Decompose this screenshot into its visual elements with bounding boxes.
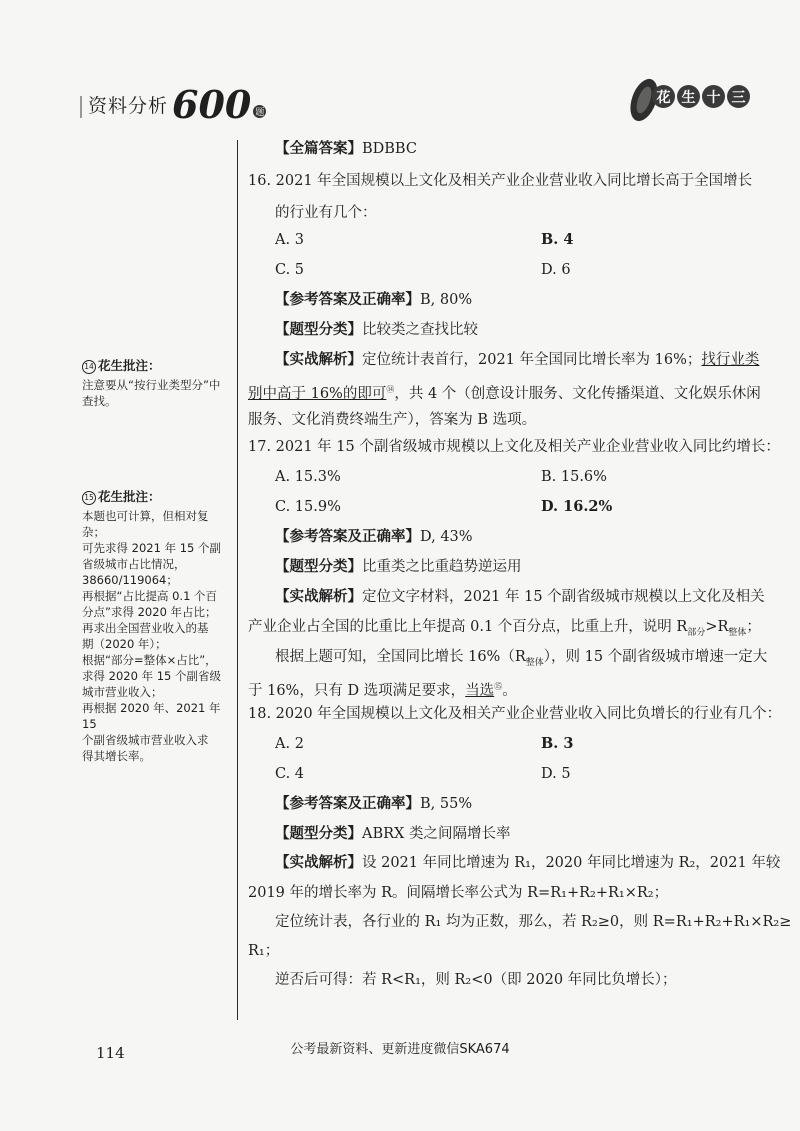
side-note-line: 38660/119064；: [82, 573, 178, 587]
q17-analysis-line1: 【实战解析】定位文字材料，2021 年 15 个副省级城市规模以上文化及相关: [275, 588, 765, 605]
note-number: 14: [82, 360, 96, 374]
q16-option-a: A. 3: [275, 232, 304, 248]
side-note-line: 再根据 2020 年、2021 年 15: [82, 701, 221, 731]
side-note-15: [82, 489, 230, 764]
side-note-line: 本题也可计算，但相对复杂；: [82, 509, 209, 539]
q16-stem: 16. 2021 年全国规模以上文化及相关产业企业营业收入同比增长高于全国增长: [248, 173, 753, 189]
book-title: 资料分析: [88, 95, 169, 117]
q18-analysis-line1: 【实战解析】设 2021 年同比增速为 R₁，2020 年同比增速为 R₂，2021 年较: [275, 854, 781, 871]
q17-answer: 【参考答案及正确率】D, 43%: [275, 528, 473, 545]
side-note-line: 再根据“占比提高 0.1 个百: [82, 589, 218, 603]
side-note-14: [82, 358, 230, 409]
q16-stem-cont: 的行业有几个：: [275, 205, 377, 221]
header-divider: [80, 96, 82, 118]
q18-analysis-line2: 2019 年的增长率为 R。间隔增长率公式为 R=R₁+R₂+R₁×R₂；: [248, 885, 669, 901]
side-note-line: 再求出全国营业收入的基: [82, 621, 209, 635]
side-note-line: 求得 2020 年 15 个副省级: [82, 669, 222, 683]
q16-analysis-line2: 别中高于 16%的即可⑭，共 4 个（创意设计服务、文化传播渠道、文化娱乐休闲: [248, 385, 761, 402]
q17-analysis-line3: 根据上题可知，全国同比增长 $16\%(R_{整体})$，则 15 个副省级城市增速一定大: [275, 649, 768, 668]
q17-stem: 17. 2021 年 15 个副省级城市规模以上文化及相关产业企业营业收入同比约增长：: [248, 439, 780, 455]
side-note-line: 分点”求得 2020 年占比；: [82, 605, 217, 619]
q17-option-d: D. 16.2%: [541, 498, 613, 515]
q16-option-d: D. 6: [541, 262, 571, 278]
q18-option-c: C. 4: [275, 766, 305, 782]
q17-option-c: C. 15.9%: [275, 499, 341, 515]
side-note-text: 注意要从“按行业类型分”中查找。: [82, 378, 221, 408]
all-answers: 【全篇答案】BDBBC: [275, 140, 417, 157]
side-note-title: 15 花生批注：: [82, 489, 230, 505]
q18-option-b: B. 3: [541, 735, 574, 752]
q17-analysis-line4: 于 16%，只有 D 选项满足要求，当选⑮。: [248, 682, 517, 699]
brand-name: [652, 85, 750, 108]
q18-option-a: A. 2: [275, 736, 304, 752]
q18-stem: 18. 2020 年全国规模以上文化及相关产业企业营业收入同比负增长的行业有几个：: [248, 706, 782, 722]
q17-analysis-line2: 产业企业占全国的比重比上年提高 0.1 个百分点，比重上升，说明 $R_{部分}>R_{整体}$；: [248, 619, 761, 638]
footer-note: 公考最新资料、更新进度微信SKA674: [290, 1042, 510, 1057]
q18-analysis-line4: R₁；: [248, 943, 280, 959]
q17-type: 【题型分类】比重类之比重趋势逆运用: [275, 558, 522, 575]
book-number: 600: [172, 82, 252, 127]
brand-char: 十: [702, 85, 725, 108]
page-number: 114: [96, 1044, 125, 1062]
q17-option-b: B. 15.6%: [541, 469, 607, 485]
brand-logo: [622, 72, 762, 128]
brand-char: 生: [677, 85, 700, 108]
book-header: [80, 82, 266, 127]
q17-option-a: A. 15.3%: [275, 469, 341, 485]
q16-analysis-line3: 服务、文化消费终端生产），答案为 B 选项。: [248, 412, 537, 428]
q18-type: 【题型分类】ABRX 类之间隔增长率: [275, 825, 511, 842]
q18-option-d: D. 5: [541, 766, 571, 782]
book-suffix: 题: [253, 105, 266, 118]
q16-option-c: C. 5: [275, 262, 305, 278]
side-note-title: 14 花生批注：: [82, 358, 230, 374]
brand-char: 花: [652, 85, 675, 108]
q18-analysis-line5: 逆否后可得：若 R<R₁，则 R₂<0（即 2020 年同比负增长）；: [275, 972, 677, 988]
side-note-line: 根据“部分=整体×占比”，: [82, 653, 217, 667]
side-note-line: 省级城市占比情况，: [82, 557, 186, 571]
q16-answer: 【参考答案及正确率】B, 80%: [275, 291, 473, 308]
margin-divider: [237, 140, 238, 1020]
note-number: 15: [82, 491, 96, 505]
side-note-line: 城市营业收入；: [82, 685, 163, 699]
q18-analysis-line3: 定位统计表，各行业的 R₁ 均为正数，那么，若 R₂≥0，则 R=R₁+R₂+R₁×R₂≥: [275, 914, 792, 930]
side-note-line: 期（2020 年）；: [82, 637, 167, 651]
q18-answer: 【参考答案及正确率】B, 55%: [275, 795, 473, 812]
q16-option-b: B. 4: [541, 231, 574, 248]
q16-analysis-line1: 【实战解析】定位统计表首行，2021 年全国同比增长率为 16%；找行业类: [275, 351, 760, 368]
side-note-line: 可先求得 2021 年 15 个副: [82, 541, 222, 555]
brand-char: 三: [727, 85, 750, 108]
side-note-line: 个副省级城市营业收入求: [82, 733, 209, 747]
side-note-line: 得其增长率。: [82, 749, 151, 763]
q16-type: 【题型分类】比较类之查找比较: [275, 321, 478, 338]
